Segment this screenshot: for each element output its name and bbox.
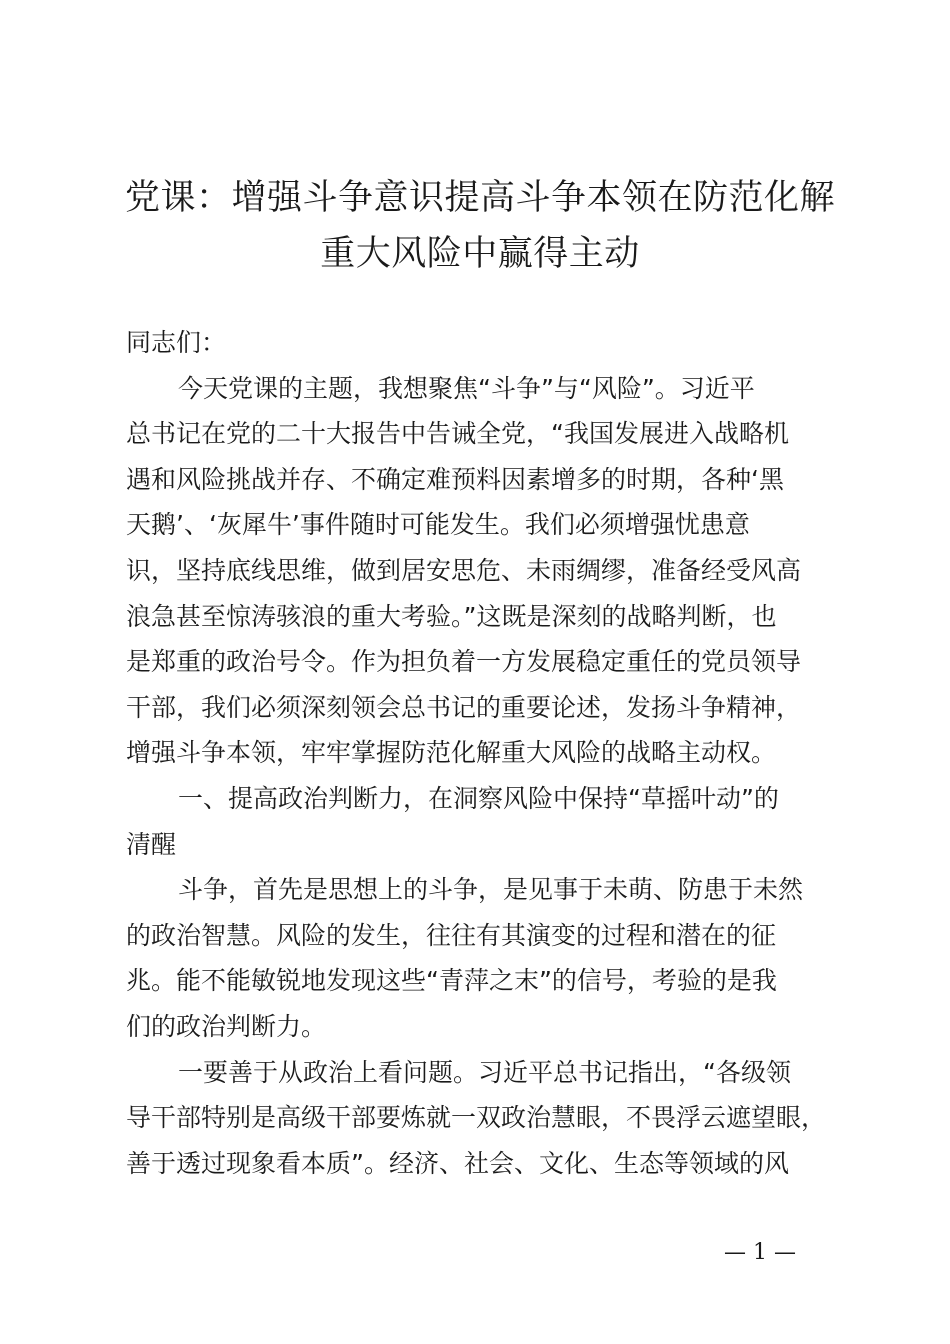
paragraph-line: 识，坚持底线思维，做到居安思危、未雨绸缪，准备经受风高 — [126, 555, 802, 585]
paragraph-intro — [126, 366, 856, 776]
paragraph-line: 斗争，首先是思想上的斗争，是见事于未萌、防患于未然 — [178, 875, 804, 905]
paragraph-line: 今天党课的主题，我想聚焦“斗争”与“风险”。习近平 — [178, 373, 755, 403]
heading-line: 清醒 — [126, 829, 177, 859]
document-body — [126, 320, 856, 1186]
paragraph-line: 导干部特别是高级干部要炼就一双政治慧眼，不畏浮云遮望眼， — [126, 1103, 827, 1133]
paragraph-line: 是郑重的政治号令。作为担负着一方发展稳定重任的党员领导 — [126, 647, 802, 677]
paragraph-struggle — [126, 867, 856, 1049]
paragraph-line: 浪急甚至惊涛骇浪的重大考验。”这既是深刻的战略判断，也 — [126, 601, 777, 631]
paragraph-line: 的政治智慧。风险的发生，往往有其演变的过程和潜在的征 — [126, 920, 777, 950]
paragraph-line: 遇和风险挑战并存、不确定难预料因素增多的时期，各种‘黑 — [126, 464, 784, 494]
paragraph-line: 一要善于从政治上看问题。习近平总书记指出，“各级领 — [178, 1057, 791, 1087]
title-line-2: 重大风险中赢得主动 — [320, 234, 640, 274]
page-number: — 1 — — [724, 1240, 796, 1265]
paragraph-political-view — [126, 1050, 856, 1187]
paragraph-line: 兆。能不能敏锐地发现这些“青萍之末”的信号，考验的是我 — [126, 966, 777, 996]
paragraph-line: 增强斗争本领，牢牢掌握防范化解重大风险的战略主动权。 — [126, 738, 777, 768]
paragraph-line: 善于透过现象看本质”。经济、社会、文化、生态等领域的风 — [126, 1148, 789, 1178]
heading-line: 一、提高政治判断力，在洞察风险中保持“草摇叶动”的 — [178, 783, 779, 813]
paragraph-line: 天鹅’、‘灰犀牛’事件随时可能发生。我们必须增强忧患意 — [126, 510, 750, 540]
greeting: 同志们： — [126, 328, 227, 357]
document-title — [118, 170, 842, 282]
paragraph-line: 总书记在党的二十大报告中告诫全党，“我国发展进入战略机 — [126, 419, 789, 449]
paragraph-line: 们的政治判断力。 — [126, 1011, 327, 1041]
title-line-1: 党课：增强斗争意识提高斗争本领在防范化解 — [124, 178, 835, 218]
paragraph-line: 干部，我们必须深刻领会总书记的重要论述，发扬斗争精神， — [126, 692, 802, 722]
section-heading-1 — [126, 776, 856, 867]
